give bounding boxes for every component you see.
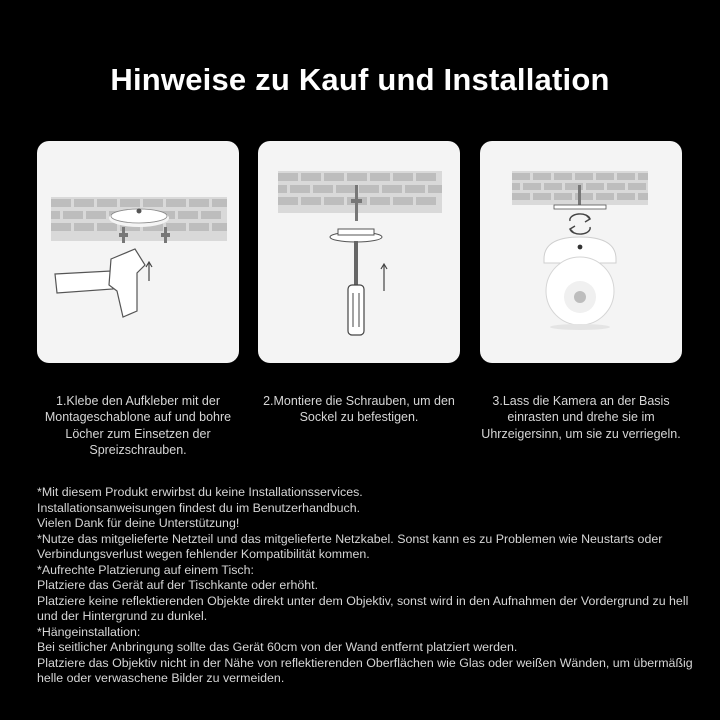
note-line: Vielen Dank für deine Unterstützung! — [37, 516, 240, 530]
drill-holes-icon — [37, 141, 239, 363]
screwdriver-icon — [348, 241, 364, 335]
hammer-icon — [55, 249, 145, 317]
note-line: Installationsanweisungen findest du im Benutzerhandbuch. — [37, 500, 361, 515]
note-line: Platziere das Objektiv nicht in der Nähe von reflektierenden Oberflächen wie Glas oder weißen Wänden, um übermäßig helle oder verwaschene Bilder zu vermeiden. — [37, 655, 693, 685]
mount-base-icon — [330, 229, 382, 242]
screw-icon — [578, 185, 581, 207]
camera-mount-icon — [480, 141, 682, 363]
mount-plate-icon — [554, 205, 606, 209]
arrow-up-icon — [146, 262, 152, 281]
brick-wall-icon — [278, 171, 442, 213]
note-line: *Hängeinstallation: — [37, 624, 141, 639]
arrow-up-icon — [381, 264, 387, 291]
note-line: *Aufrechte Platzierung auf einem Tisch: — [37, 562, 254, 577]
note-line: *Mit diesem Produkt erwirbst du keine Installationsservices. — [37, 485, 363, 499]
note-line: Platziere keine reflektierenden Objekte direkt unter dem Objektiv, sonst wird in den Aufnahmen der Vordergrund zu hell und der Hintergrund zu dunkel. — [37, 593, 689, 623]
note-line: Platziere das Gerät auf der Tischkante oder erhöht. — [37, 578, 319, 592]
step-3-caption: 3.Lass die Kamera an der Basis einrasten und drehe sie im Uhrzeigersinn, um sie zu verriegeln. — [481, 394, 681, 441]
step-2-caption: 2.Montiere die Schrauben, um den Sockel zu befestigen. — [263, 394, 455, 425]
step-2-illustration — [258, 141, 460, 363]
page-title: Hinweise zu Kauf und Installation — [110, 62, 610, 97]
step-1-illustration — [37, 141, 239, 363]
mount-screws-icon — [258, 141, 460, 363]
installation-notes — [37, 485, 697, 687]
camera-icon — [544, 237, 616, 330]
step-3-illustration — [480, 141, 682, 363]
note-line: Bei seitlicher Anbringung sollte das Gerät 60cm von der Wand entfernt platziert werden. — [37, 640, 518, 654]
step-1-caption: 1.Klebe den Aufkleber mit der Montageschablone auf und bohre Löcher zum Einsetzen der Spreizschrauben. — [44, 394, 232, 457]
note-line: *Nutze das mitgelieferte Netzteil und das mitgelieferte Netzkabel. Sonst kann es zu Problemen wie Neustarts oder Verbindungsverlust wegen fehlender Kompatibilität kommen. — [37, 531, 663, 561]
rotate-icon — [570, 214, 590, 234]
brick-wall-icon — [51, 197, 227, 241]
